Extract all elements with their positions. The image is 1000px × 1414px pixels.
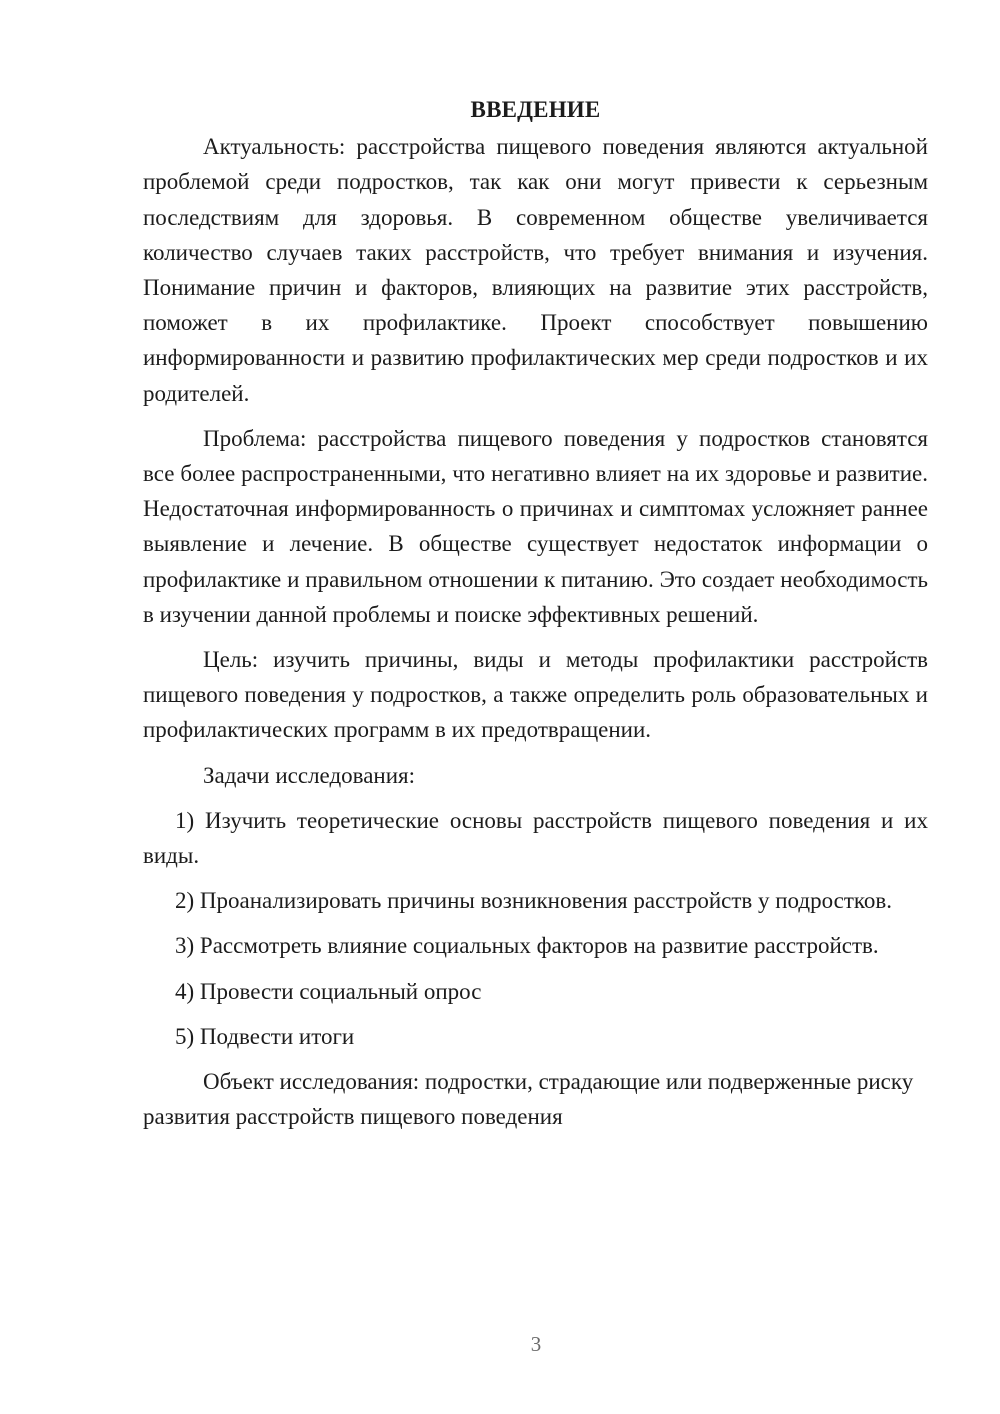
paragraph-object: Объект исследования: подростки, страдающие или подверженные риску развития расстройств пищевого поведения xyxy=(143,1069,914,1130)
page-number: 3 xyxy=(530,1332,542,1356)
task-item-2: 2) Проанализировать причины возникновения расстройств у подростков. xyxy=(175,888,893,914)
paragraph-goal: Цель: изучить причины, виды и методы профилактики расстройств пищевого поведения у подростков, а также определить роль образовательных и профилактических программ в их предотвращении. xyxy=(143,647,928,743)
paragraph-problem: Проблема: расстройства пищевого поведения у подростков становятся все более распространенными, что негативно влияет на их здоровье и развитие. Недостаточная информированность о причинах и симптомах усложняет раннее выявление и лечение. В обществе существует недостаток информации о профилактике и правильном отношении к питанию. Это создает необходимость в изучении данной проблемы и поиске эффективных решений. xyxy=(143,425,928,627)
document-body xyxy=(143,92,928,1144)
task-item-4: 4) Провести социальный опрос xyxy=(175,978,482,1004)
paragraph-relevance: Актуальность: расстройства пищевого поведения являются актуальной проблемой среди подростков, так как они могут привести к серьезным последствиям для здоровья. В современном обществе увеличивается количество случаев таких расстройств, что требует внимания и изучения. Понимание причин и факторов, влияющих на развитие этих расстройств, поможет в их профилактике. Проект способствует повышению информированности и развитию профилактических мер среди подростков и их родителей. xyxy=(143,134,928,406)
task-item-3: 3) Рассмотреть влияние социальных факторов на развитие расстройств. xyxy=(175,933,879,959)
task-item-5: 5) Подвести итоги xyxy=(175,1023,355,1049)
section-heading: ВВЕДЕНИЕ xyxy=(470,97,601,122)
tasks-heading: Задачи исследования: xyxy=(203,762,416,788)
task-item-1: 1) Изучить теоретические основы расстройств пищевого поведения и их виды. xyxy=(143,807,928,869)
